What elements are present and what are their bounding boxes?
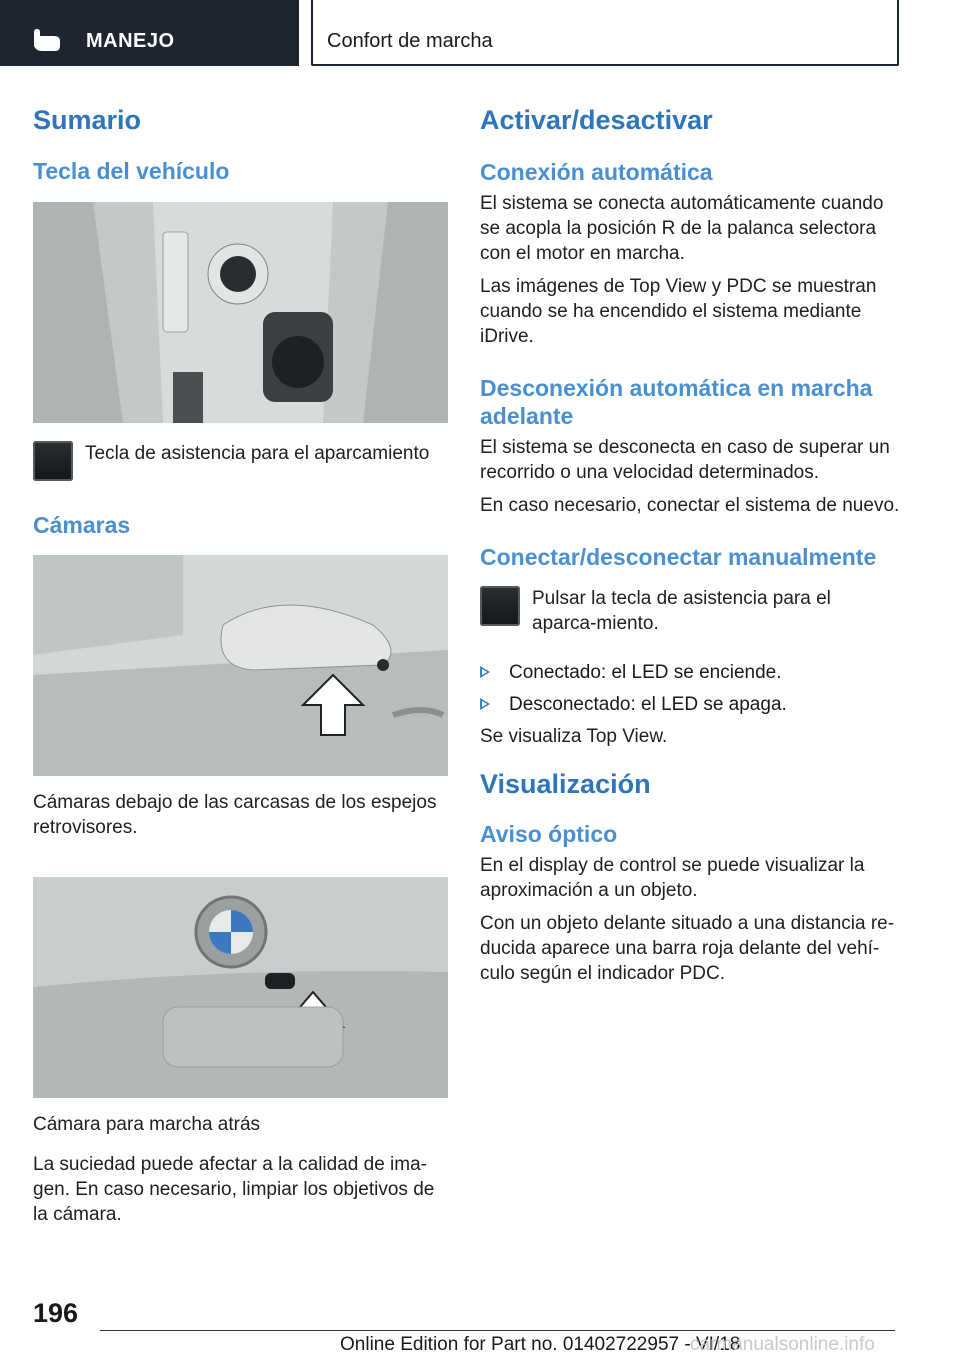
mirror-camera-photo bbox=[33, 555, 448, 776]
footer-divider bbox=[100, 1330, 895, 1331]
section-title: MANEJO bbox=[86, 30, 175, 52]
page-number: 196 bbox=[33, 1298, 79, 1328]
list-item: Conectado: el LED se enciende. bbox=[480, 660, 900, 685]
hand-steering-icon bbox=[30, 22, 64, 52]
bullet-triangle-icon bbox=[480, 698, 490, 710]
section-tab bbox=[0, 0, 299, 66]
key-caption: Tecla de asistencia para el aparcamiento bbox=[85, 443, 430, 464]
heading-auto-disconnect: Desconexión automática en marcha adelante bbox=[480, 375, 873, 429]
rear-camera-caption: Cámara para marcha atrás bbox=[33, 1114, 261, 1135]
heading-display: Visualización bbox=[480, 769, 651, 799]
left-column bbox=[33, 96, 448, 1227]
optical-warning-text-1: En el display de control se puede visualizar la aproximación a un objeto. bbox=[480, 855, 865, 901]
chapter-title: Confort de marcha bbox=[327, 30, 493, 52]
optical-warning-text-2: Con un objeto delante situado a una distancia re-ducida aparece una barra roja delante del vehí-culo según el indicador PDC. bbox=[480, 913, 895, 984]
heading-activate: Activar/desactivar bbox=[480, 105, 713, 135]
key-caption-row bbox=[33, 441, 448, 481]
center-console-photo bbox=[33, 202, 448, 423]
parking-assist-key-icon bbox=[480, 586, 520, 626]
right-column bbox=[480, 96, 900, 986]
parking-assist-key-icon bbox=[33, 441, 73, 481]
watermark: carmanualsonline.info bbox=[690, 1334, 875, 1355]
edition-text: Online Edition for Part no. 01402722957 - VI/18 bbox=[340, 1334, 741, 1355]
dirt-warning-text: La suciedad puede afectar a la calidad de ima-gen. En caso necesario, limpiar los objetivos de la cámara. bbox=[33, 1154, 435, 1225]
auto-connect-text-1: El sistema se conecta automáticamente cuando se acopla la posición R de la palanca selectora con el motor en marcha. bbox=[480, 193, 884, 264]
bullet-triangle-icon bbox=[480, 666, 490, 678]
heading-manual: Conectar/desconectar manualmente bbox=[480, 544, 877, 570]
auto-disconnect-text-1: El sistema se desconecta en caso de superar un recorrido o una velocidad determinados. bbox=[480, 437, 890, 483]
auto-disconnect-text-2: En caso necesario, conectar el sistema de nuevo. bbox=[480, 495, 900, 516]
heading-auto-connect: Conexión automática bbox=[480, 159, 713, 185]
led-status-list bbox=[480, 660, 900, 717]
manual-instruction: Pulsar la tecla de asistencia para el aparca-miento. bbox=[532, 588, 831, 634]
heading-vehicle-key: Tecla del vehículo bbox=[33, 158, 230, 184]
rear-camera-photo bbox=[33, 877, 448, 1098]
list-item: Desconectado: el LED se apaga. bbox=[480, 692, 900, 717]
auto-connect-text-2: Las imágenes de Top View y PDC se muestran cuando se ha encendido el sistema mediante iDrive. bbox=[480, 276, 877, 347]
heading-summary: Sumario bbox=[33, 105, 142, 135]
top-view-text: Se visualiza Top View. bbox=[480, 726, 668, 747]
cameras-caption: Cámaras debajo de las carcasas de los espejos retrovisores. bbox=[33, 792, 437, 838]
manual-instruction-row bbox=[480, 586, 900, 636]
heading-optical-warning: Aviso óptico bbox=[480, 821, 618, 847]
chapter-tab bbox=[311, 0, 899, 66]
heading-cameras: Cámaras bbox=[33, 512, 131, 538]
